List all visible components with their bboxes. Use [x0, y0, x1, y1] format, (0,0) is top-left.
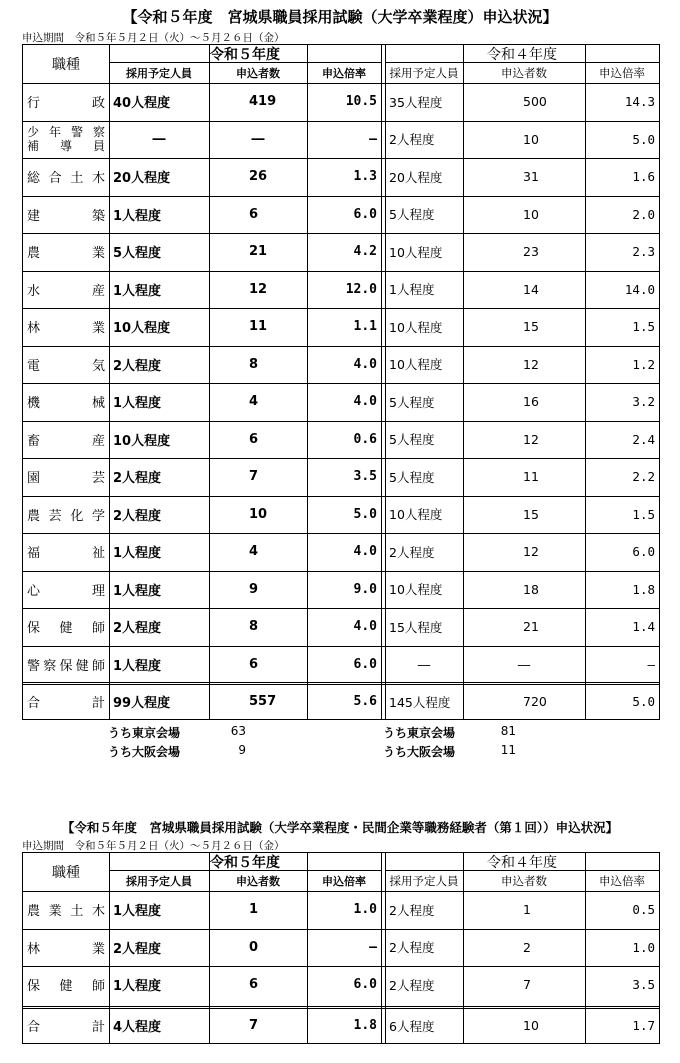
r5-ratio: 5.6 — [353, 694, 377, 709]
r5-ratio: 6.0 — [353, 206, 377, 222]
r5-planned: 2人程度 — [113, 941, 162, 957]
r5-applicants: ― — [251, 131, 265, 147]
job-name: 林 業 — [27, 321, 105, 337]
r5-osaka-label: うち大阪会場 — [108, 745, 181, 759]
r4-planned: 10人程度 — [389, 582, 443, 598]
section1-period: 申込期間 令和５年５月２日（火）～５月２６日（金） — [22, 32, 285, 44]
r5-applicants: 0 — [249, 939, 259, 955]
r5-applicants: 21 — [249, 244, 268, 260]
r5-applicants: 6 — [249, 431, 259, 447]
job-name: 保 健 師 — [27, 621, 105, 637]
r5-tokyo-value: 63 — [230, 724, 246, 738]
r4-ratio: 2.2 — [632, 469, 655, 485]
r5-planned: 1人程度 — [113, 658, 162, 674]
r5-ratio: 4.2 — [353, 244, 377, 260]
r5-applicants: 12 — [249, 281, 268, 297]
r5-applicants: 4 — [249, 394, 259, 410]
job-name: 総 合 土 木 — [27, 171, 105, 187]
header-r4-ratio: 申込倍率 — [599, 873, 645, 888]
r4-applicants: 15 — [523, 506, 539, 522]
r5-applicants: 7 — [249, 469, 259, 485]
r4-applicants: 12 — [523, 356, 539, 372]
job-name: 農 芸 化 学 — [27, 508, 105, 524]
r4-planned: 35人程度 — [389, 94, 443, 110]
header-r4-applicants: 申込者数 — [501, 65, 547, 80]
r5-applicants: 8 — [249, 356, 259, 372]
r4-planned: 10人程度 — [389, 319, 443, 335]
section2-title: 【令和５年度 宮城県職員採用試験（大学卒業程度・民間企業等職務経験者（第１回））申込状況】 — [61, 820, 619, 835]
r4-ratio: 1.0 — [632, 939, 655, 955]
job-name: 農 業 — [27, 246, 105, 262]
r5-ratio: 3.5 — [353, 469, 377, 485]
r4-applicants: ― — [517, 656, 531, 672]
r5-planned: 1人程度 — [113, 583, 162, 599]
r4-ratio: ― — [647, 656, 655, 672]
r5-ratio: 10.5 — [345, 94, 377, 110]
r4-planned: 20人程度 — [389, 169, 443, 185]
r5-planned: 40人程度 — [113, 96, 171, 112]
r4-planned: ― — [417, 656, 431, 672]
r5-applicants: 1 — [249, 902, 259, 918]
r5-planned: 2人程度 — [113, 508, 162, 524]
header-r5-planned: 採用予定人員 — [126, 874, 192, 888]
r5-ratio: ― — [369, 939, 377, 955]
header-r5-ratio: 申込倍率 — [322, 66, 366, 80]
r5-planned: 2人程度 — [113, 358, 162, 374]
section1-title: 【令和５年度 宮城県職員採用試験（大学卒業程度）申込状況】 — [122, 8, 558, 26]
r4-applicants: 12 — [523, 544, 539, 560]
r5-planned: 1人程度 — [113, 904, 162, 920]
header-r4-planned: 採用予定人員 — [389, 873, 459, 888]
r4-planned: 5人程度 — [389, 432, 435, 448]
r4-planned: 6人程度 — [389, 1018, 435, 1034]
r4-ratio: 2.4 — [632, 431, 655, 447]
r5-planned: 2人程度 — [113, 621, 162, 637]
header-r4: 令和４年度 — [487, 854, 557, 871]
r4-ratio: 2.3 — [632, 244, 655, 260]
header-r4-planned: 採用予定人員 — [389, 65, 459, 80]
job-name: 警 察 保 健 師 — [27, 658, 105, 674]
job-name: 行 政 — [27, 96, 105, 112]
r5-planned: 1人程度 — [113, 546, 162, 562]
r4-applicants: 10 — [523, 206, 539, 222]
r5-planned: 10人程度 — [113, 321, 171, 337]
r5-ratio: 4.0 — [353, 619, 377, 635]
r4-applicants: 1 — [523, 902, 531, 918]
r4-planned: 2人程度 — [389, 977, 435, 993]
r4-applicants: 15 — [523, 319, 539, 335]
r4-ratio: 1.6 — [632, 169, 655, 185]
r5-applicants: 7 — [249, 1018, 259, 1033]
r5-ratio: 1.0 — [353, 902, 377, 918]
r4-ratio: 1.4 — [632, 619, 655, 635]
r4-planned: 5人程度 — [389, 394, 435, 410]
header-r5-applicants: 申込者数 — [236, 874, 280, 888]
r4-planned: 5人程度 — [389, 469, 435, 485]
r5-planned: 1人程度 — [113, 979, 162, 995]
r4-planned: 2人程度 — [389, 940, 435, 956]
r5-ratio: 4.0 — [353, 544, 377, 560]
job-name: 少 年 警 察 補 導 員 — [27, 125, 105, 154]
r4-applicants: 31 — [523, 169, 539, 185]
job-name: 保 健 師 — [27, 979, 105, 995]
r5-ratio: 6.0 — [353, 656, 377, 672]
section2-period: 申込期間 令和５年５月２日（火）～５月２６日（金） — [22, 840, 285, 852]
r5-applicants: 10 — [249, 506, 268, 522]
r5-applicants: 4 — [249, 544, 259, 560]
r5-ratio: 1.8 — [353, 1018, 377, 1033]
header-r4-ratio: 申込倍率 — [599, 65, 645, 80]
job-name: 園 芸 — [27, 471, 105, 487]
job-name: 畜 産 — [27, 433, 105, 449]
r4-ratio: 1.5 — [632, 319, 655, 335]
job-name: 電 気 — [27, 358, 105, 374]
r4-applicants: 23 — [523, 244, 539, 260]
r4-ratio: 3.5 — [632, 977, 655, 993]
r4-applicants: 12 — [523, 431, 539, 447]
r4-planned: 2人程度 — [389, 902, 435, 918]
r5-planned: ― — [152, 131, 166, 147]
header-r5-applicants: 申込者数 — [236, 66, 280, 80]
r4-applicants: 720 — [523, 694, 547, 709]
header-r5-planned: 採用予定人員 — [126, 66, 192, 80]
r5-planned: 10人程度 — [113, 433, 171, 449]
r4-planned: 15人程度 — [389, 619, 443, 635]
r4-ratio: 5.0 — [632, 131, 655, 147]
r4-applicants: 2 — [523, 939, 531, 955]
r4-ratio: 1.7 — [632, 1018, 655, 1033]
r4-osaka-label: うち大阪会場 — [383, 745, 456, 759]
section1-table — [22, 44, 660, 720]
r5-ratio: 0.6 — [353, 431, 377, 447]
r5-planned: 4人程度 — [113, 1020, 162, 1035]
r4-ratio: 6.0 — [632, 544, 655, 560]
r4-ratio: 14.0 — [624, 281, 655, 297]
r4-planned: 10人程度 — [389, 244, 443, 260]
r4-applicants: 14 — [523, 281, 539, 297]
r5-applicants: 6 — [249, 977, 259, 993]
r4-planned: 5人程度 — [389, 207, 435, 223]
header-r4-applicants: 申込者数 — [501, 873, 547, 888]
r4-ratio: 2.0 — [632, 206, 655, 222]
r5-ratio: 4.0 — [353, 394, 377, 410]
r5-ratio: 1.3 — [353, 169, 377, 185]
r4-planned: 10人程度 — [389, 357, 443, 373]
header-r4: 令和４年度 — [487, 46, 557, 63]
job-name: 心 理 — [27, 583, 105, 599]
job-name: 建 築 — [27, 208, 105, 224]
r5-applicants: 8 — [249, 619, 259, 635]
r4-ratio: 0.5 — [632, 902, 655, 918]
r4-planned: 145人程度 — [389, 694, 451, 710]
header-r5: 令和５年度 — [210, 854, 280, 871]
r5-applicants: 26 — [249, 169, 268, 185]
r4-osaka-value: 11 — [500, 743, 516, 757]
r5-ratio: 4.0 — [353, 356, 377, 372]
r5-planned: 20人程度 — [113, 171, 171, 187]
header-job: 職種 — [52, 865, 80, 881]
r4-planned: 1人程度 — [389, 282, 435, 298]
r5-applicants: 6 — [249, 656, 259, 672]
r5-ratio: 9.0 — [353, 581, 377, 597]
r4-ratio: 5.0 — [632, 694, 655, 709]
r4-ratio: 14.3 — [624, 94, 655, 110]
r5-planned: 99人程度 — [113, 696, 171, 711]
r5-applicants: 9 — [249, 581, 259, 597]
r4-planned: 2人程度 — [389, 132, 435, 148]
job-name: 合 計 — [27, 1020, 105, 1035]
job-name: 合 計 — [27, 696, 105, 711]
r5-planned: 2人程度 — [113, 471, 162, 487]
job-name: 林 業 — [27, 941, 105, 957]
r4-ratio: 3.2 — [632, 394, 655, 410]
r4-tokyo-label: うち東京会場 — [383, 726, 456, 740]
r5-osaka-value: 9 — [238, 743, 246, 757]
r4-applicants: 21 — [523, 619, 539, 635]
job-name: 福 祉 — [27, 546, 105, 562]
job-name: 水 産 — [27, 283, 105, 299]
r4-applicants: 7 — [523, 977, 531, 993]
r5-tokyo-label: うち東京会場 — [108, 726, 181, 740]
r4-planned: 2人程度 — [389, 544, 435, 560]
r4-ratio: 1.8 — [632, 581, 655, 597]
r5-planned: 1人程度 — [113, 396, 162, 412]
r4-planned: 10人程度 — [389, 507, 443, 523]
header-job: 職種 — [52, 57, 80, 73]
r5-ratio: 1.1 — [353, 319, 377, 335]
r4-ratio: 1.5 — [632, 506, 655, 522]
header-r5-ratio: 申込倍率 — [322, 874, 366, 888]
header-r5: 令和５年度 — [210, 46, 280, 63]
r5-planned: 1人程度 — [113, 283, 162, 299]
r5-applicants: 419 — [249, 94, 277, 110]
r5-ratio: 6.0 — [353, 977, 377, 993]
r5-ratio: ― — [369, 131, 377, 147]
r5-applicants: 11 — [249, 319, 268, 335]
r4-applicants: 16 — [523, 394, 539, 410]
r4-applicants: 10 — [523, 131, 539, 147]
r5-applicants: 557 — [249, 694, 277, 709]
r4-applicants: 500 — [523, 94, 547, 110]
r5-planned: 1人程度 — [113, 208, 162, 224]
r5-planned: 5人程度 — [113, 246, 162, 262]
r5-ratio: 5.0 — [353, 506, 377, 522]
job-name: 農 業 土 木 — [27, 904, 105, 920]
r5-ratio: 12.0 — [345, 281, 377, 297]
r4-applicants: 10 — [523, 1018, 539, 1033]
r4-applicants: 18 — [523, 581, 539, 597]
job-name: 機 械 — [27, 396, 105, 412]
r4-tokyo-value: 81 — [500, 724, 516, 738]
r4-applicants: 11 — [523, 469, 539, 485]
section2-table — [22, 852, 660, 1044]
r5-applicants: 6 — [249, 206, 259, 222]
r4-ratio: 1.2 — [632, 356, 655, 372]
